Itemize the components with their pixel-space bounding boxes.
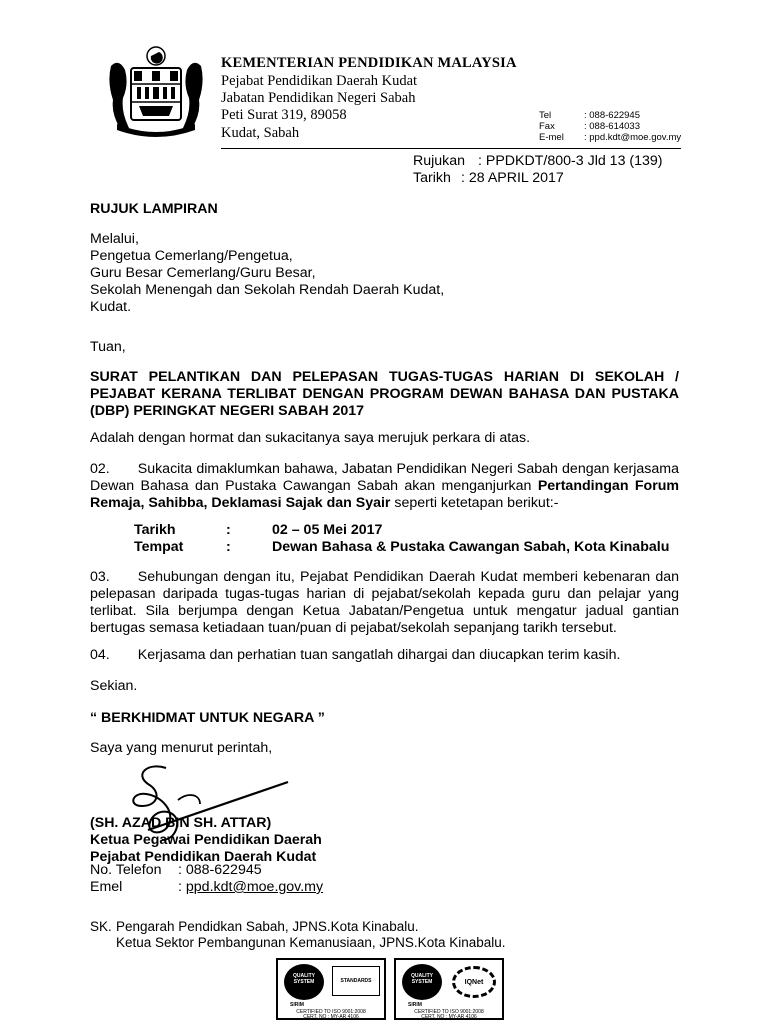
paragraph-2 <box>90 461 679 512</box>
subject: SURAT PELANTIKAN DAN PELEPASAN TUGAS-TUGAS HARIAN DI SEKOLAH / PEJABAT KERANA TERLIBAT DENGAN PROGRAM DEWAN BAHASA DAN PUSTAKA (DBP) PERINGKAT NEGERI SABAH 2017 <box>90 369 679 419</box>
cert-line: CERT. NO : MY-AR 4106 <box>303 1014 359 1020</box>
system-label: SYSTEM <box>293 979 315 985</box>
recipient-line: Pengetua Cemerlang/Pengetua, <box>90 248 293 264</box>
paragraph-4-text: Kerjasama dan perhatian tuan sangatlah dihargai dan diucapkan terim kasih. <box>137 647 621 663</box>
sirim-label: SIRIM <box>290 1002 304 1008</box>
cc-line: Ketua Sektor Pembangunan Kemanusiaan, JPNS.Kota Kinabalu. <box>116 935 506 950</box>
detail-row <box>134 539 669 556</box>
cc-line: Pengarah Pendidkan Sabah, JPNS.Kota Kinabalu. <box>116 919 419 934</box>
contact-email <box>539 132 681 143</box>
detail-label: Tempat <box>134 539 184 555</box>
paragraph-number: 04. <box>90 647 110 663</box>
po-box: Peti Surat 319, 89058 <box>221 107 347 123</box>
tarikh-value: : 28 APRIL 2017 <box>461 170 564 186</box>
certification-logo-left <box>276 958 386 1020</box>
contact-label: E-mel <box>539 132 564 143</box>
signatory-office: Pejabat Pendidikan Daerah Kudat <box>90 849 317 865</box>
email-sep: : <box>178 879 182 895</box>
office-name: Pejabat Pendidikan Daerah Kudat <box>221 73 418 89</box>
rujukan-label: Rujukan <box>413 153 466 169</box>
quality-label: QUALITY <box>293 973 315 979</box>
contact-label: Fax <box>539 121 555 132</box>
paragraph-3-text: Sehubungan dengan itu, Pejabat Pendidikan Daerah Kudat memberi kebenaran dan pelepasan daripada tugas-tugas harian di pejabat/sekolah kepada guru dan pelajar yang terlibat. Sila berjumpa dengan Ketua Jabatan/Pengetua untuk mengatur jadual gantian bertugas semasa ketiadaan tuan/puan di pejabat/sekolah sepanjang tarikh tersebut. <box>90 569 679 636</box>
signatory-block <box>90 815 322 866</box>
signatory-name: (SH. AZAD BIN SH. ATTAR) <box>90 815 272 831</box>
contact-label: Tel <box>539 110 552 121</box>
paragraph-number: 03. <box>90 569 110 585</box>
detail-row <box>134 522 669 539</box>
salutation: Tuan, <box>90 339 126 355</box>
paragraph-number: 02. <box>90 461 110 477</box>
contact-tel <box>539 110 681 121</box>
rujuk-lampiran: RUJUK LAMPIRAN <box>90 201 218 217</box>
paragraph-1: Adalah dengan hormat dan sukacitanya saya merujuk perkara di atas. <box>90 430 531 446</box>
tel-value: : 088-622945 <box>178 862 262 878</box>
paragraph-2-text: Sukacita dimaklumkan bahawa, Jabatan Pendidikan Negeri Sabah dengan kerjasama Dewan Bahasa dan Pustaka Cawangan Sabah akan menganjurkan <box>90 461 679 494</box>
contact-fax <box>539 121 681 132</box>
recipient-line: Kudat. <box>90 299 132 315</box>
paragraph-2-event: Pertandingan Forum Remaja, Sahibba, Deklamasi Sajak dan Syair <box>90 478 679 511</box>
cert-line: CERT. NO : MY-AR 4106 <box>421 1014 477 1020</box>
tel-label: No. Telefon <box>90 862 162 878</box>
cert-line: CERTIFIED TO ISO 9001:2008 <box>414 1009 484 1015</box>
header-divider <box>221 148 681 149</box>
tarikh-label: Tarikh <box>413 170 451 186</box>
coat-of-arms-logo <box>103 44 209 140</box>
ministry-name: KEMENTERIAN PENDIDIKAN MALAYSIA <box>221 55 517 71</box>
paragraph-4 <box>90 647 679 664</box>
detail-sep: : <box>226 539 231 555</box>
recipient-block <box>90 231 444 316</box>
details-block <box>134 522 669 556</box>
recipient-line: Guru Besar Cemerlang/Guru Besar, <box>90 265 316 281</box>
motto: “ BERKHIDMAT UNTUK NEGARA ” <box>90 710 325 726</box>
standards-label: STANDARDS <box>332 966 380 996</box>
signoff: Saya yang menurut perintah, <box>90 740 273 756</box>
quality-label: QUALITY <box>411 973 433 979</box>
system-label: SYSTEM <box>411 979 433 985</box>
email-link[interactable]: ppd.kdt@moe.gov.my <box>185 879 324 895</box>
signatory-title: Ketua Pegawai Pendidikan Daerah <box>90 832 322 848</box>
recipient-line: Melalui, <box>90 231 139 247</box>
detail-sep: : <box>226 522 231 538</box>
certification-logo-right <box>394 958 504 1020</box>
contact-value: : ppd.kdt@moe.gov.my <box>584 132 682 143</box>
contact-block <box>539 110 681 143</box>
rujukan-value: : PPDKDT/800-3 Jld 13 (139) <box>478 153 663 169</box>
reference-block <box>413 153 663 187</box>
contact-value: : 088-614033 <box>584 121 640 132</box>
city: Kudat, Sabah <box>221 125 300 141</box>
recipient-line: Sekolah Menengah dan Sekolah Rendah Daerah Kudat, <box>90 282 445 298</box>
department-name: Jabatan Pendidikan Negeri Sabah <box>221 90 416 106</box>
detail-value: Dewan Bahasa & Pustaka Cawangan Sabah, Kota Kinabalu <box>272 539 670 555</box>
paragraph-3 <box>90 569 679 637</box>
signatory-contact <box>90 862 323 896</box>
contact-value: : 088-622945 <box>584 110 640 121</box>
sirim-label: SIRIM <box>408 1002 422 1008</box>
cc-label: SK. <box>90 919 112 934</box>
detail-label: Tarikh <box>134 522 176 538</box>
iqnet-label: IQNet <box>452 966 496 998</box>
email-label: Emel <box>90 879 123 895</box>
paragraph-2-tail: seperti ketetapan berikut:- <box>390 495 559 511</box>
cc-block <box>90 919 506 951</box>
cert-line: CERTIFIED TO ISO 9001:2008 <box>296 1009 366 1015</box>
closing: Sekian. <box>90 678 138 694</box>
detail-value: 02 – 05 Mei 2017 <box>272 522 383 538</box>
